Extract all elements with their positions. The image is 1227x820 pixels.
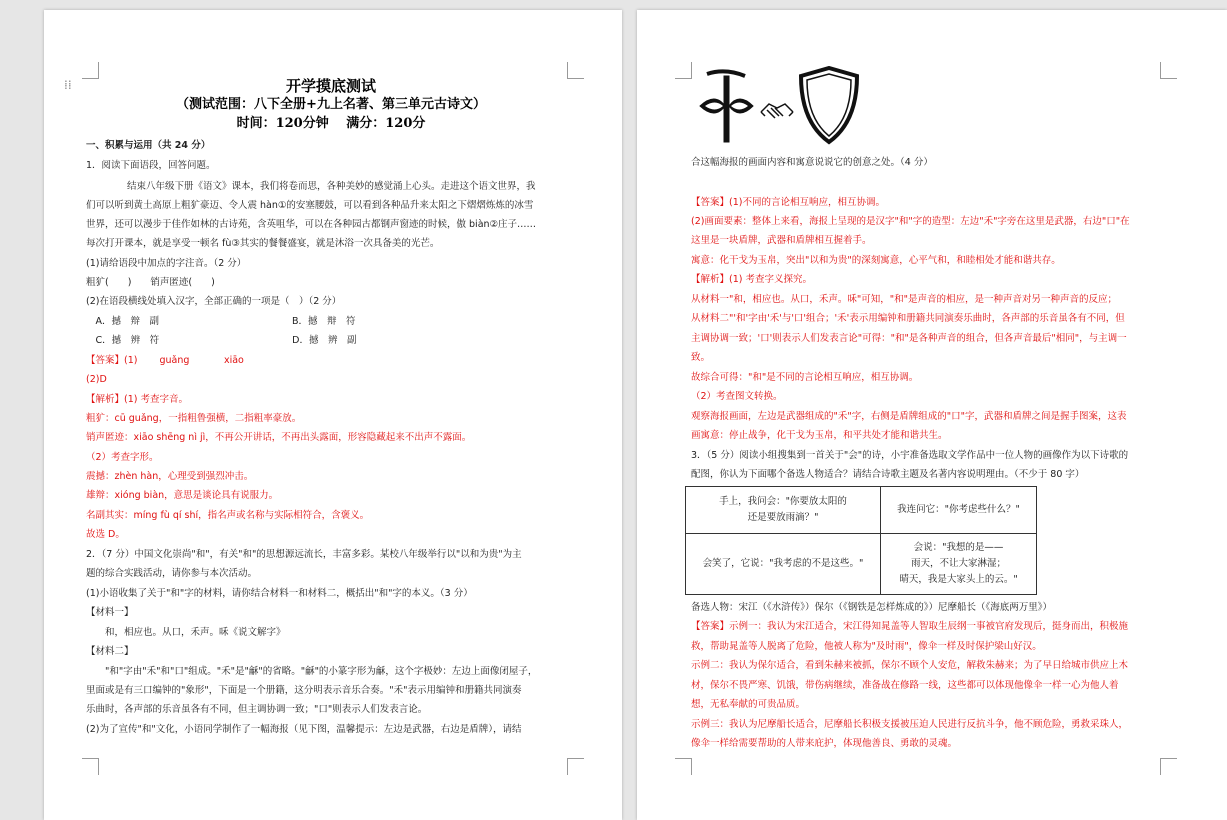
question-line: 题的综合实践活动，请你参与本次活动。	[86, 568, 258, 579]
table-row	[686, 534, 1037, 595]
answer-line: 材，保尔不畏严寒、饥饿，带伤病继续，准备战在修路一线，这些都可以体现他像伞一样一心为他人着	[691, 680, 1119, 691]
answer-line: 示例三：我认为尼摩船长适合，尼摩船长积极支援被压迫人民进行反抗斗争，他不顾危险，勇救采珠人，	[691, 719, 1129, 730]
crop-mark	[675, 758, 692, 775]
answer-line: 想，无私奉献的可贵品质。	[691, 699, 806, 710]
material-heading: 【材料二】	[86, 646, 134, 657]
analysis-line: 画寓意：停止战争，化干戈为玉帛，和平共处才能和谐共生。	[691, 430, 948, 441]
cell-text: 会说："我想的是——	[913, 542, 1004, 553]
analysis-line: 故选 D。	[86, 529, 125, 540]
analysis-line: 致。	[691, 352, 711, 363]
time-score: 时间：120分钟 满分：120分	[236, 116, 426, 131]
table-row	[686, 487, 1037, 534]
analysis-line: 【解析】(1) 考查字义探究。	[691, 274, 812, 285]
question-line: (1)请给语段中加点的字注音。（2 分）	[86, 258, 247, 269]
option-line: C．撼 辨 符 D．撼 辨 副	[86, 335, 357, 346]
cell-text: 晴天，我是大家头上的云。"	[899, 574, 1018, 585]
question-line: (2)在语段横线处填入汉字，全部正确的一项是（ ）（2 分）	[86, 296, 342, 307]
table-cell	[686, 534, 881, 595]
passage-line: 们可以听到黄土高原上粗犷豪迈、令人震 hàn①的安塞腰鼓，可以看到各种品升来太阳之下熠熠炼炼的冰雪	[86, 200, 534, 211]
answer-line: 救，帮助晁盖等人脱离了危险，他被人称为"及时雨"，像伞一样及时保护梁山好汉。	[691, 641, 1042, 652]
analysis-line: （2）考查图文转换。	[691, 391, 783, 402]
analysis-line: 雄辩：xióng biàn，意思是谈论具有说服力。	[86, 490, 279, 501]
material-heading: 【材料一】	[86, 607, 134, 618]
option-line: A．撼 辩 副 B．撼 辩 符	[86, 316, 356, 327]
page-subtitle: （测试范围：八下全册+九上名著、第三单元古诗文）	[176, 97, 486, 112]
table-cell	[686, 487, 881, 534]
page-title: 开学摸底测试	[285, 77, 376, 95]
question-line: 1．阅读下面语段，回答问题。	[86, 160, 216, 171]
answer-line: 寓意：化干戈为玉帛，突出"以和为贵"的深刻寓意，心平气和，和睦相处才能和谐共存。	[691, 255, 1061, 266]
answer-line: 【答案】(1) guǎng xiāo	[86, 355, 244, 366]
question-line: (1)小语收集了关于"和"字的材料，请你结合材料一和材料二，概括出"和"字的本义。（3 分）	[86, 588, 473, 599]
analysis-line: 从材料一"和，相应也。从口，禾声。咊"可知，"和"是声音的相应，是一种声音对另一种声音的反应；	[691, 294, 1117, 305]
answer-line: 【答案】(1)不同的言论相互响应，相互协调。	[691, 197, 885, 208]
drag-handle-icon[interactable]: ⁞⁞	[64, 78, 72, 92]
cell-text: 雨天，不让大家淋湿；	[910, 558, 1006, 569]
analysis-line: 销声匿迹：xiāo shēng nì jì，不再公开讲话，不再出头露面，形容隐藏起来不出声不露面。	[86, 432, 472, 443]
page-2-body	[691, 10, 1191, 820]
material-line: "和"字由"禾"和"口"组成。"禾"是"龢"的省略。"龢"的小篆字形为龢，这个字极妙：左边上面像闭屋子，	[86, 666, 538, 677]
analysis-line: 主调协调一致；'口'则表示人们发表言论"可得："和"是各种声音的组合，但各声音最后"相同"，与主调一	[691, 333, 1127, 344]
material-line: 里面或是有三口编钟的"象形"，下面是一个册籍，这分明表示音乐合奏。"禾"表示用编钟和册籍共同演奏	[86, 685, 522, 696]
question-line: 备选人物：宋江（《水浒传》）保尔（《钢铁是怎样炼成的》）尼摩船长（《海底两万里》）	[691, 602, 1053, 613]
question-line: 配图，你认为下面哪个备选人物适合？请结合诗歌主题及名著内容说明理由。（不少于 80 字）	[691, 469, 1085, 480]
passage-line: 每次打开课本，就是享受一顿名 fù③其实的餐餐盛宴，就是沐浴一次具备美的光芒。	[86, 238, 440, 249]
cell-text: 会笑了，它说："我考虑的不是这些。"	[702, 558, 864, 569]
section-heading: 一、积累与运用（共 24 分）	[86, 140, 211, 151]
table-cell	[881, 487, 1037, 534]
passage-line: 结束八年级下册《语文》课本，我们将卷而思，各种美妙的感觉涌上心头。走进这个语文世界，我	[86, 181, 536, 192]
answer-line: 示例二：我认为保尔适合，看到朱赫来被抓，保尔不顾个人安危，解救朱赫来；为了早日给城市供应上木	[691, 660, 1129, 671]
question-line: (2)为了宣传"和"文化，小语同学制作了一幅海报（见下图，温馨提示：左边是武器，右边是盾牌），请结	[86, 724, 522, 735]
material-line: 乐曲时，各声部的乐音虽各有不同，但主调协调一致；"口"则表示人们发表言论。	[86, 704, 428, 715]
answer-line: (2)D	[86, 374, 107, 385]
analysis-line: 名副其实：míng fù qí shí，指名声或名称与实际相符合，含褒义。	[86, 510, 370, 521]
document-page-2	[637, 10, 1227, 820]
analysis-line: 【解析】(1) 考查字音。	[86, 394, 188, 405]
question-line: 合这幅海报的画面内容和寓意说说它的创意之处。（4 分）	[691, 157, 933, 168]
answer-line: 这里是一块盾牌，武器和盾牌相互握着手。	[691, 235, 872, 246]
page-1-body	[86, 10, 576, 820]
answer-line: 【答案】示例一：我认为宋江适合，宋江得知晁盖等人智取生辰纲一事被官府发现后，挺身而出，积极施	[691, 621, 1129, 632]
table-cell	[881, 534, 1037, 595]
analysis-line: 从材料二"'和'字由'禾'与'口'组合；'禾'表示用编钟和册籍共同演奏乐曲时，各声部的乐音虽各有不同，但	[691, 313, 1125, 324]
analysis-line: 观察海报画面，左边是武器组成的"禾"字，右侧是盾牌组成的"口"字，武器和盾牌之间是握手图案，这表	[691, 411, 1127, 422]
cell-text: 还是要放雨滴？"	[747, 512, 819, 523]
passage-line: 世界，还可以漫步于佳作如林的古诗苑，含英咀华，可以在各种园古都钢声窗迹的时候，傲 biàn②庄子……	[86, 219, 537, 230]
cell-text: 我连问它："你考虑些什么？"	[897, 504, 1020, 515]
document-page-1	[44, 10, 622, 820]
crop-mark	[675, 62, 692, 79]
analysis-line: （2）考查字形。	[86, 452, 159, 463]
analysis-line: 故综合可得："和"是不同的言论相互响应，相互协调。	[691, 372, 919, 383]
material-line: 和，相应也。从口，禾声。咊《说文解字》	[86, 627, 286, 638]
cell-text: 手上，我问会："你要放太阳的	[719, 496, 847, 507]
answer-line: 像伞一样给需要帮助的人带来庇护，体现他善良、勇敢的灵魂。	[691, 738, 958, 749]
analysis-line: 震撼：zhèn hàn，心理受到强烈冲击。	[86, 471, 254, 482]
question-line: 3．（5 分）阅读小组搜集到一首关于"会"的诗，小宇准备选取文学作品中一位人物的画像作为以下诗歌的	[691, 450, 1129, 461]
question-line: 2．（7 分）中国文化崇尚"和"，有关"和"的思想源远流长，丰富多彩。某校八年级举行以"以和为贵"为主	[86, 549, 522, 560]
poem-table	[685, 486, 1037, 595]
analysis-line: 粗犷：cū guǎng，一指粗鲁强横，二指粗率豪放。	[86, 413, 302, 424]
answer-line: (2)画面要素：整体上来看，海报上呈现的是汉字"和"字的造型：左边"禾"字旁在这里是武器，右边"口"在	[691, 216, 1130, 227]
question-line: 粗犷( ) 销声匿迹( )	[86, 277, 215, 288]
